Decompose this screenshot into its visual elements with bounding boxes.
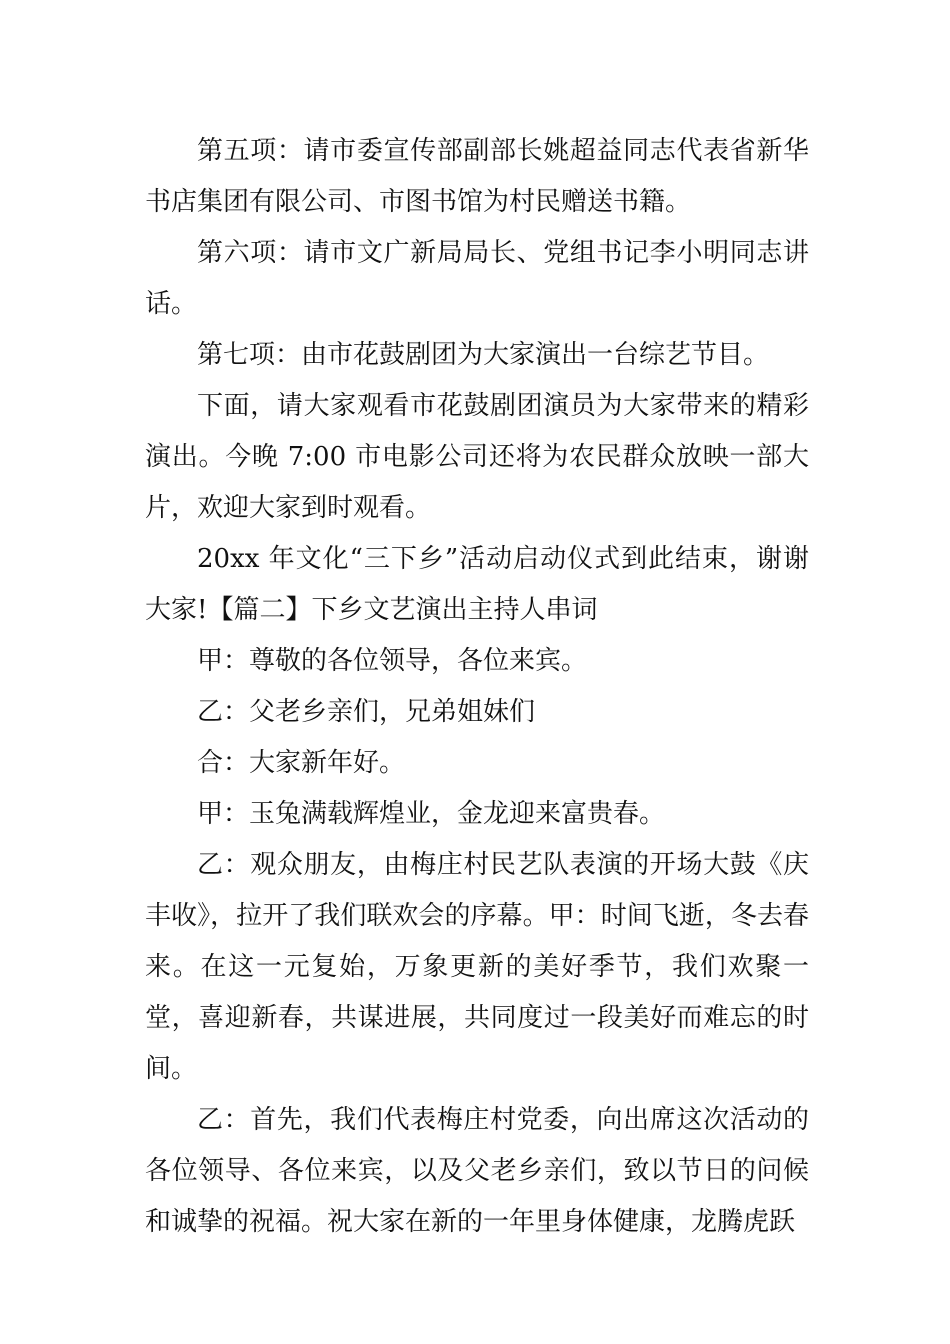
paragraph-item-6: 第六项：请市文广新局局长、党组书记李小明同志讲话。 xyxy=(145,238,809,319)
paragraph-performance-notice: 下面，请大家观看市花鼓剧团演员为大家带来的精彩演出。今晚 7:00 市电影公司还将为农民群众放映一部大片，欢迎大家到时观看。 xyxy=(145,391,809,523)
dialogue-line-yi-greeting: 乙：父老乡亲们，兄弟姐妹们 xyxy=(197,697,536,727)
dialogue-line-jia-couplet: 甲：玉兔满载辉煌业，金龙迎来富贵春。 xyxy=(197,799,666,829)
paragraph-item-7: 第七项：由市花鼓剧团为大家演出一台综艺节目。 xyxy=(197,340,770,370)
dialogue-line-together: 合：大家新年好。 xyxy=(197,748,406,778)
dialogue-line-yi-opening: 乙：观众朋友，由梅庄村民艺队表演的开场大鼓《庆丰收》，拉开了我们联欢会的序幕。甲：时间飞逝，冬去春来。在这一元复始，万象更新的美好季节，我们欢聚一堂，喜迎新春，共谋进展，共同度过一段美好而难忘的时间。 xyxy=(145,850,809,1084)
paragraph-closing-and-section-two: 20xx 年文化“三下乡”活动启动仪式到此结束，谢谢大家!【篇二】下乡文艺演出主持人串词 xyxy=(145,544,809,625)
dialogue-line-yi-blessing: 乙：首先，我们代表梅庄村党委，向出席这次活动的各位领导、各位来宾，以及父老乡亲们，致以节日的问候和诚挚的祝福。祝大家在新的一年里身体健康，龙腾虎跃 xyxy=(145,1105,809,1237)
dialogue-line-jia-greeting: 甲：尊敬的各位领导，各位来宾。 xyxy=(197,646,588,676)
paragraph-item-5: 第五项：请市委宣传部副部长姚超益同志代表省新华书店集团有限公司、市图书馆为村民赠送书籍。 xyxy=(145,136,809,217)
document-body xyxy=(145,126,809,1248)
